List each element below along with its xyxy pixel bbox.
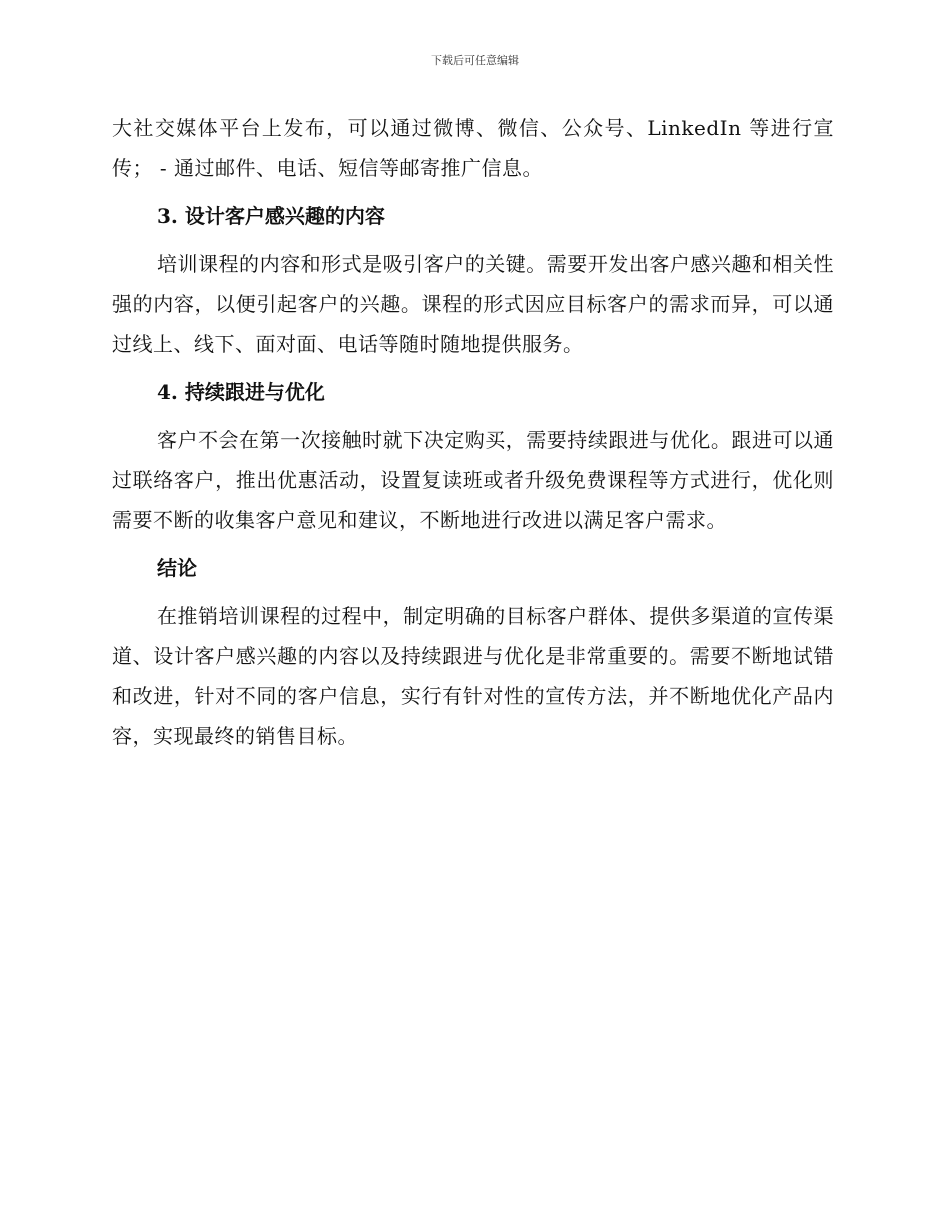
section-4-paragraph: 客户不会在第一次接触时就下决定购买，需要持续跟进与优化。跟进可以通过联络客户，推出优惠活动，设置复读班或者升级免费课程等方式进行，优化则需要不断的收集客户意见和建议，不断地进行改进以满足客户需求。 — [112, 428, 834, 532]
conclusion-paragraph: 在推销培训课程的过程中，制定明确的目标客户群体、提供多渠道的宣传渠道、设计客户感兴趣的内容以及持续跟进与优化是非常重要的。需要不断地试错和改进，针对不同的客户信息，实行有针对性的宣传方法，并不断地优化产品内容，实现最终的销售目标。 — [112, 604, 834, 748]
section-4-heading: 4. 持续跟进与优化 — [157, 380, 325, 404]
intro-paragraph: 大社交媒体平台上发布，可以通过微博、微信、公众号、LinkedIn 等进行宣传； - 通过邮件、电话、短信等邮寄推广信息。 — [112, 116, 834, 180]
section-3-paragraph: 培训课程的内容和形式是吸引客户的关键。需要开发出客户感兴趣和相关性强的内容，以便引起客户的兴趣。课程的形式因应目标客户的需求而异，可以通过线上、线下、面对面、电话等随时随地提供服务。 — [112, 252, 834, 356]
page-header: 下载后可任意编辑 — [431, 54, 519, 67]
conclusion-heading: 结论 — [157, 556, 197, 580]
document-body — [112, 108, 834, 756]
section-3-heading: 3. 设计客户感兴趣的内容 — [157, 204, 385, 228]
